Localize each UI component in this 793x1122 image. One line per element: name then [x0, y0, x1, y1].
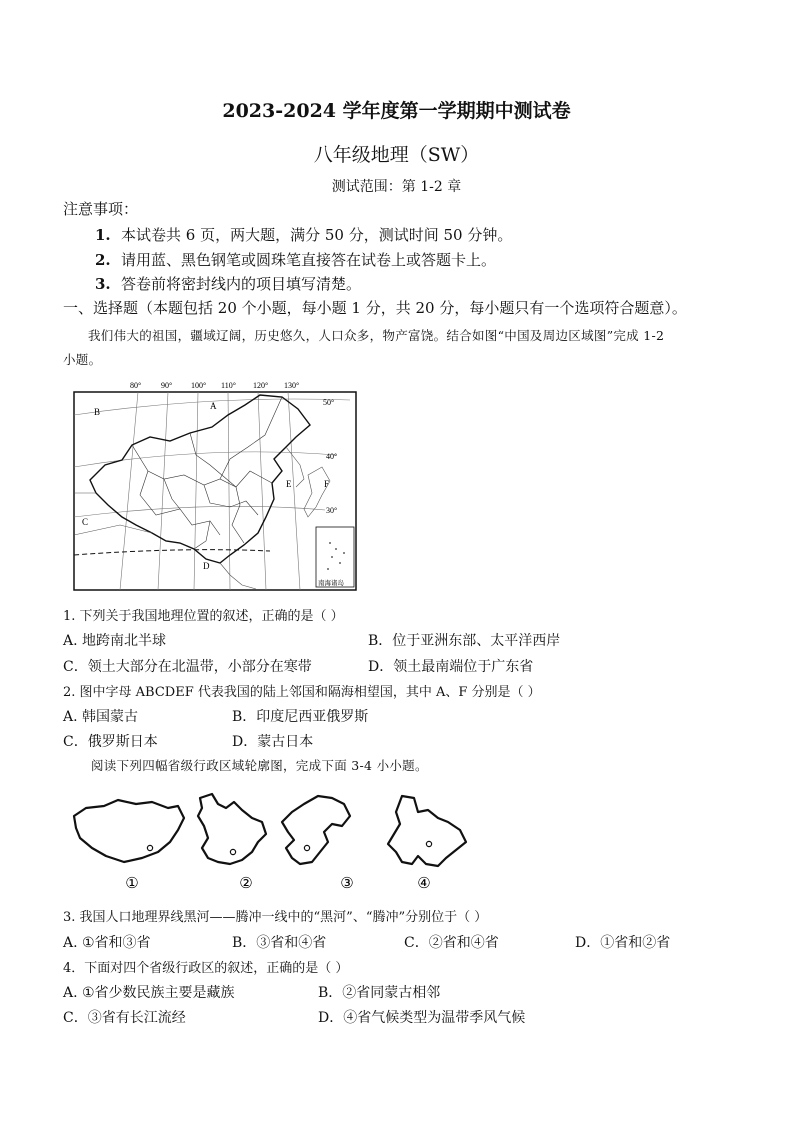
- latitude-label: 50°: [323, 398, 335, 407]
- notice-number: 1.: [95, 226, 111, 244]
- latitude-label: 40°: [326, 452, 338, 461]
- question-1-option-a[interactable]: A. 地跨南北半球: [63, 633, 167, 649]
- longitude-label: 80°: [130, 381, 142, 390]
- outline-label: ②: [239, 874, 253, 892]
- notice-number: 3.: [95, 275, 111, 293]
- notice-number: 2.: [95, 251, 111, 269]
- inset-label: 南海诸岛: [318, 579, 344, 587]
- section-intro-cont: 小题。: [63, 352, 102, 367]
- section-heading: 一、选择题（本题包括 20 个小题，每小题 1 分，共 20 分，每小题只有一个选项符合题意）。: [63, 299, 687, 317]
- question-4-option-c[interactable]: C．③省有长江流经: [63, 1010, 186, 1026]
- question-1-stem: 1. 下列关于我国地理位置的叙述，正确的是（ ）: [63, 609, 344, 624]
- notice-item: [95, 224, 512, 245]
- question-4-option-b[interactable]: B．②省同蒙古相邻: [318, 985, 441, 1001]
- question-2-stem: 2. 图中字母 ABCDEF 代表我国的陆上邻国和隔海相望国，其中 A、F 分别是（ ）: [63, 685, 541, 700]
- map-letter: E: [286, 479, 292, 489]
- outline-label: ③: [340, 874, 354, 892]
- question-2-option-a[interactable]: A. 韩国蒙古: [63, 709, 139, 725]
- outline-label: ④: [417, 874, 431, 892]
- question-4-option-a[interactable]: A. ①省少数民族主要是藏族: [63, 985, 235, 1001]
- outline-label: ①: [125, 874, 139, 892]
- notice-text: 答卷前将密封线内的项目填写清楚。: [121, 275, 362, 293]
- section-intro-3-4: 阅读下列四幅省级行政区域轮廓图，完成下面 3-4 小小题。: [91, 758, 428, 773]
- notice-item: [95, 273, 361, 294]
- longitude-label: 110°: [221, 381, 236, 390]
- exam-subtitle: 八年级地理（SW）: [313, 144, 480, 166]
- question-3-option-c[interactable]: C．②省和④省: [404, 935, 499, 951]
- question-3-option-d[interactable]: D．①省和②省: [575, 935, 671, 951]
- question-3-option-a[interactable]: A. ①省和③省: [63, 935, 151, 951]
- question-2-option-b[interactable]: B．印度尼西亚俄罗斯: [232, 709, 369, 725]
- section-intro: 我们伟大的祖国，疆域辽阔，历史悠久，人口众多，物产富饶。结合如图“中国及周边区域图”完成 1-2: [88, 328, 665, 343]
- notice-item: [95, 249, 496, 270]
- question-3-stem: 3. 我国人口地理界线黑河——腾冲一线中的“黑河”、“腾冲”分别位于（ ）: [63, 910, 488, 925]
- latitude-label: 30°: [326, 506, 338, 515]
- map-letter: B: [94, 407, 101, 417]
- question-1-option-d[interactable]: D．领土最南端位于广东省: [368, 659, 534, 675]
- map-letter: F: [324, 479, 330, 489]
- question-3-option-b[interactable]: B．③省和④省: [232, 935, 327, 951]
- question-1-option-c[interactable]: C．领土大部分在北温带，小部分在寒带: [63, 659, 312, 675]
- longitude-label: 90°: [161, 381, 173, 390]
- china-map: [60, 375, 370, 595]
- map-letter: A: [210, 401, 217, 411]
- map-letter: D: [203, 561, 210, 571]
- map-letter: C: [82, 517, 89, 527]
- notice-text: 请用蓝、黑色钢笔或圆珠笔直接答在试卷上或答题卡上。: [121, 251, 497, 269]
- longitude-label: 130°: [284, 381, 300, 390]
- question-4-option-d[interactable]: D．④省气候类型为温带季风气候: [318, 1010, 526, 1026]
- notice-heading: 注意事项：: [63, 200, 139, 218]
- longitude-label: 100°: [191, 381, 207, 390]
- notice-text: 本试卷共 6 页，两大题，满分 50 分，测试时间 50 分钟。: [121, 226, 513, 244]
- exam-range: 测试范围：第 1-2 章: [331, 179, 462, 195]
- question-2-option-c[interactable]: C．俄罗斯日本: [63, 734, 158, 750]
- longitude-label: 120°: [253, 381, 269, 390]
- question-2-option-d[interactable]: D．蒙古日本: [232, 734, 314, 750]
- province-outlines: [66, 782, 486, 894]
- question-4-stem: 4．下面对四个省级行政区的叙述，正确的是（ ）: [63, 961, 349, 976]
- exam-title: 2023-2024 学年度第一学期期中测试卷: [222, 100, 571, 122]
- question-1-option-b[interactable]: B．位于亚洲东部、太平洋西岸: [368, 633, 561, 649]
